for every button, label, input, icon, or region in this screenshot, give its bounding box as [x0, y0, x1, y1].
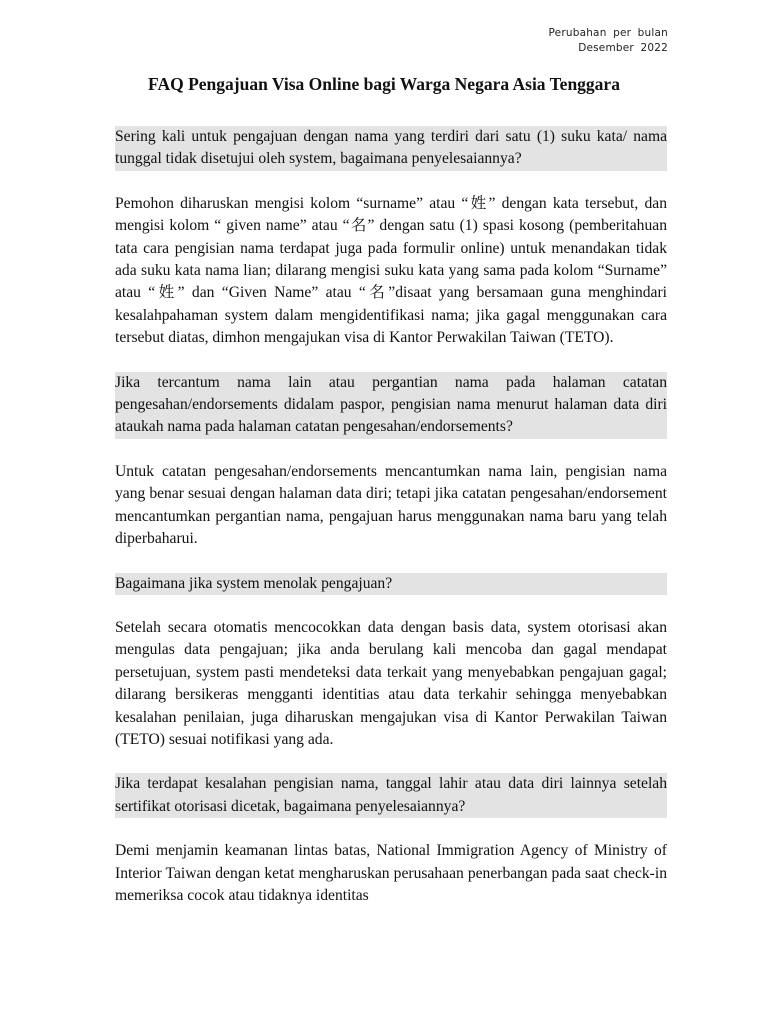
answer-text-2: Untuk catatan pengesahan/endorsements mencantumkan nama lain, pengisian nama yang benar sesuai dengan halaman data diri; tetapi jika catatan pengesahan/endorsement mencantumkan pergantian nama, pengajuan harus menggunakan nama baru yang telah diperbaharui.	[115, 462, 671, 548]
answer-text-3: Setelah secara otomatis mencocokkan data dengan basis data, system otorisasi akan mengulas data pengajuan; jika anda berulang kali mencoba dan gagal mendapat persetujuan, system pasti mendeteksi data terkait yang menyebabkan pengajuan gagal; dilarang bersikeras mengganti identitias atau data terkahir sehingga menyebabkan kesalahan penilaian, juga diharuskan mengajukan visa di Kantor Perwakilan Taiwan (TETO) sesuai notifikasi yang ada.	[115, 618, 671, 748]
faq-question-2	[115, 372, 671, 439]
revision-date: Desember 2022	[578, 42, 668, 54]
answer-text-4: Demi menjamin keamanan lintas batas, National Immigration Agency of Ministry of Interior Taiwan dengan ketat mengharuskan perusahaan penerbangan pada saat check-in memeriksa cocok atau tidaknya identitas	[115, 842, 671, 904]
answer-text-1: Pemohon diharuskan mengisi kolom “surname” atau “姓” dengan kata tersebut, dan mengisi kolom “ given name” atau “名” dengan satu (1) spasi kosong (pemberitahuan tata cara pengisian nama terdapat juga pada formulir online) untuk menandakan tidak ada suku kata nama lian; dilarang mengisi suku kata yang sama pada kolom “Surname” atau “姓” dan “Given Name” atau “名”disaat yang bersamaan guna menghindari kesalahpahaman system dalam mengidentifikasi nama; jika gagal menggunakan cara tersebut diatas, dimhon mengajukan visa di Kantor Perwakilan Taiwan (TETO).	[115, 194, 671, 347]
faq-question-3	[115, 573, 667, 595]
faq-question-1	[115, 126, 671, 171]
revision-label: Perubahan per bulan	[548, 27, 668, 39]
document-title: FAQ Pengajuan Visa Online bagi Warga Negara Asia Tenggara	[148, 74, 620, 94]
question-text-1: Sering kali untuk pengajuan dengan nama yang terdiri dari satu (1) suku kata/ nama tunggal tidak disetujui oleh system, bagaimana penyelesaiannya?	[115, 128, 671, 168]
faq-content	[115, 126, 671, 929]
question-text-3: Bagaimana jika system menolak pengajuan?	[115, 574, 393, 592]
faq-answer-1	[115, 193, 671, 350]
faq-answer-3	[115, 617, 671, 751]
question-text-2: Jika tercantum nama lain atau pergantian nama pada halaman catatan pengesahan/endorsements didalam paspor, pengisian nama menurut halaman data diri ataukah nama pada halaman catatan pengesahan/endorsements?	[115, 373, 671, 436]
question-text-4: Jika terdapat kesalahan pengisian nama, tanggal lahir atau data diri lainnya setelah sertifikat otorisasi dicetak, bagaimana penyelesaiannya?	[115, 775, 671, 815]
faq-question-4	[115, 773, 671, 818]
faq-answer-4	[115, 840, 671, 907]
faq-answer-2	[115, 461, 671, 551]
header-meta	[549, 26, 668, 56]
